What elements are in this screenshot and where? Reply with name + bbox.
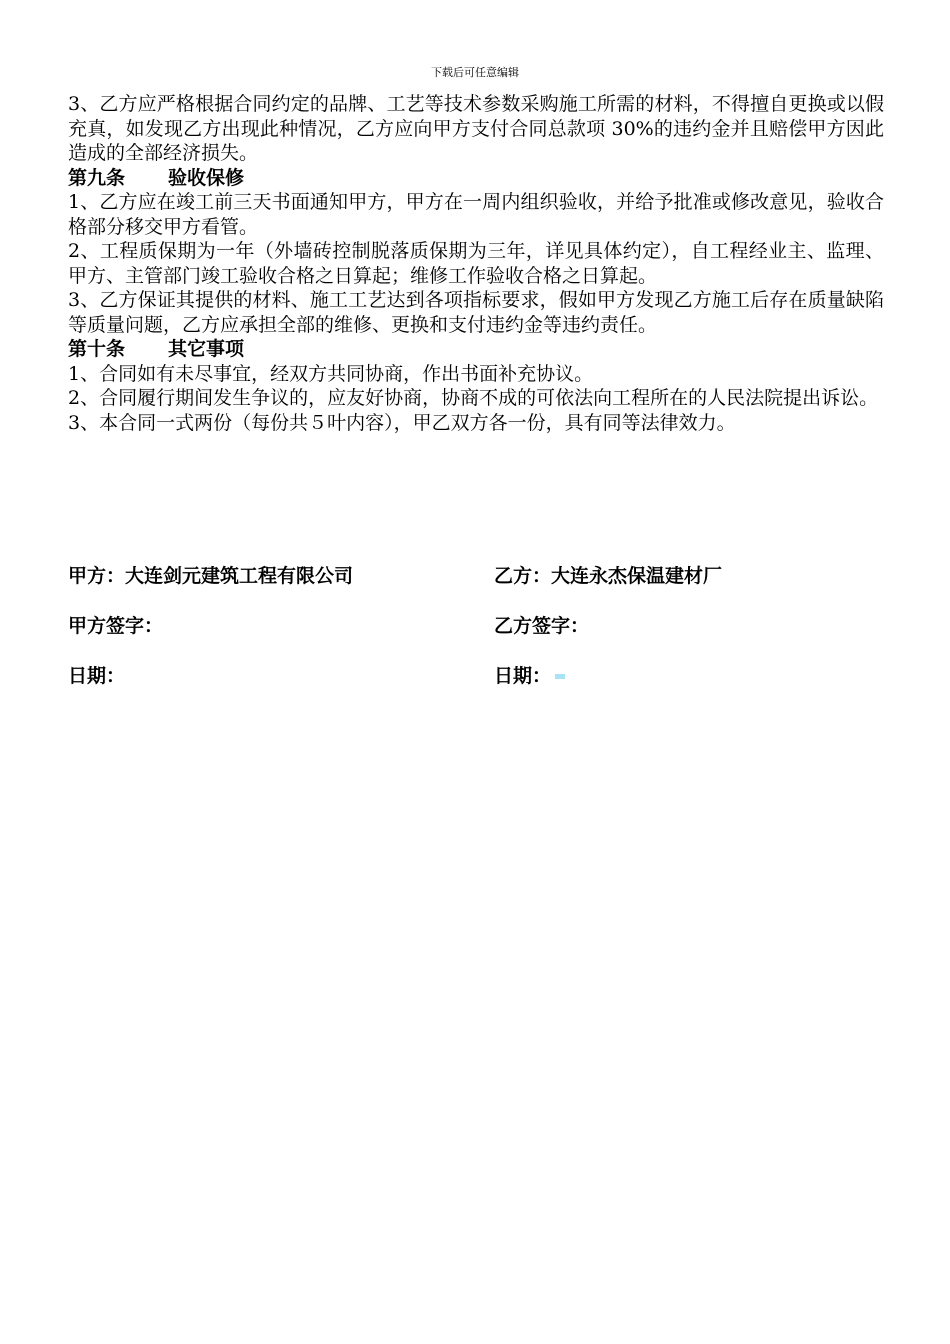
clause-9-1: 1、乙方应在竣工前三天书面通知甲方，甲方在一周内组织验收，并给予批准或修改意见，验收合格部分移交甲方看管。 [68,191,884,238]
date-row [68,663,888,713]
clause-8-3: 3、乙方应严格根据合同约定的品牌、工艺等技术参数采购施工所需的材料，不得擅自更换或以假充真，如发现乙方出现此种情况，乙方应向甲方支付合同总款项 30%的违约金并且赔偿甲方因此造成的全部经济损失。 [68,93,884,164]
party-names-row [68,563,888,613]
clause-9-3: 3、乙方保证其提供的材料、施工工艺达到各项指标要求，假如甲方发现乙方施工后存在质量缺陷等质量问题，乙方应承担全部的维修、更换和支付违约金等违约责任。 [68,289,884,336]
clause-10-1: 1、合同如有未尽事宜，经双方共同协商，作出书面补充协议。 [68,362,594,385]
clause-10-3: 3、本合同一式两份（每份共５叶内容），甲乙双方各一份，具有同等法律效力。 [68,411,736,434]
party-a-signature-label: 甲方签字： [68,615,164,637]
party-b-name: 乙方：大连永杰保温建材厂 [494,565,723,587]
party-b-date-cell[interactable] [494,663,565,689]
article-9-title: 验收保修 [168,166,245,189]
article-10-title: 其它事项 [168,338,245,360]
contract-body [68,92,884,435]
article-9-heading [68,166,884,191]
article-10-number: 第十条 [68,338,126,360]
header-note: 下载后可任意编辑 [431,66,519,79]
article-9-number: 第九条 [68,166,126,189]
party-a-name: 甲方：大连剑元建筑工程有限公司 [68,565,354,587]
article-10-heading [68,337,884,362]
clause-9-2: 2、工程质保期为一年（外墙砖控制脱落质保期为三年，详见具体约定），自工程经业主、监理、甲方、主管部门竣工验收合格之日算起；维修工作验收合格之日算起。 [68,240,884,287]
party-a-date-label: 日期： [68,665,126,687]
party-b-signature-label: 乙方签字： [494,615,590,637]
party-b-date-label: 日期： [494,665,552,687]
signature-block [68,563,888,713]
clause-10-2: 2、合同履行期间发生争议的，应友好协商，协商不成的可依法向工程所在的人民法院提出诉讼。 [68,387,879,409]
text-cursor-marker [555,674,565,679]
signature-row [68,613,888,663]
